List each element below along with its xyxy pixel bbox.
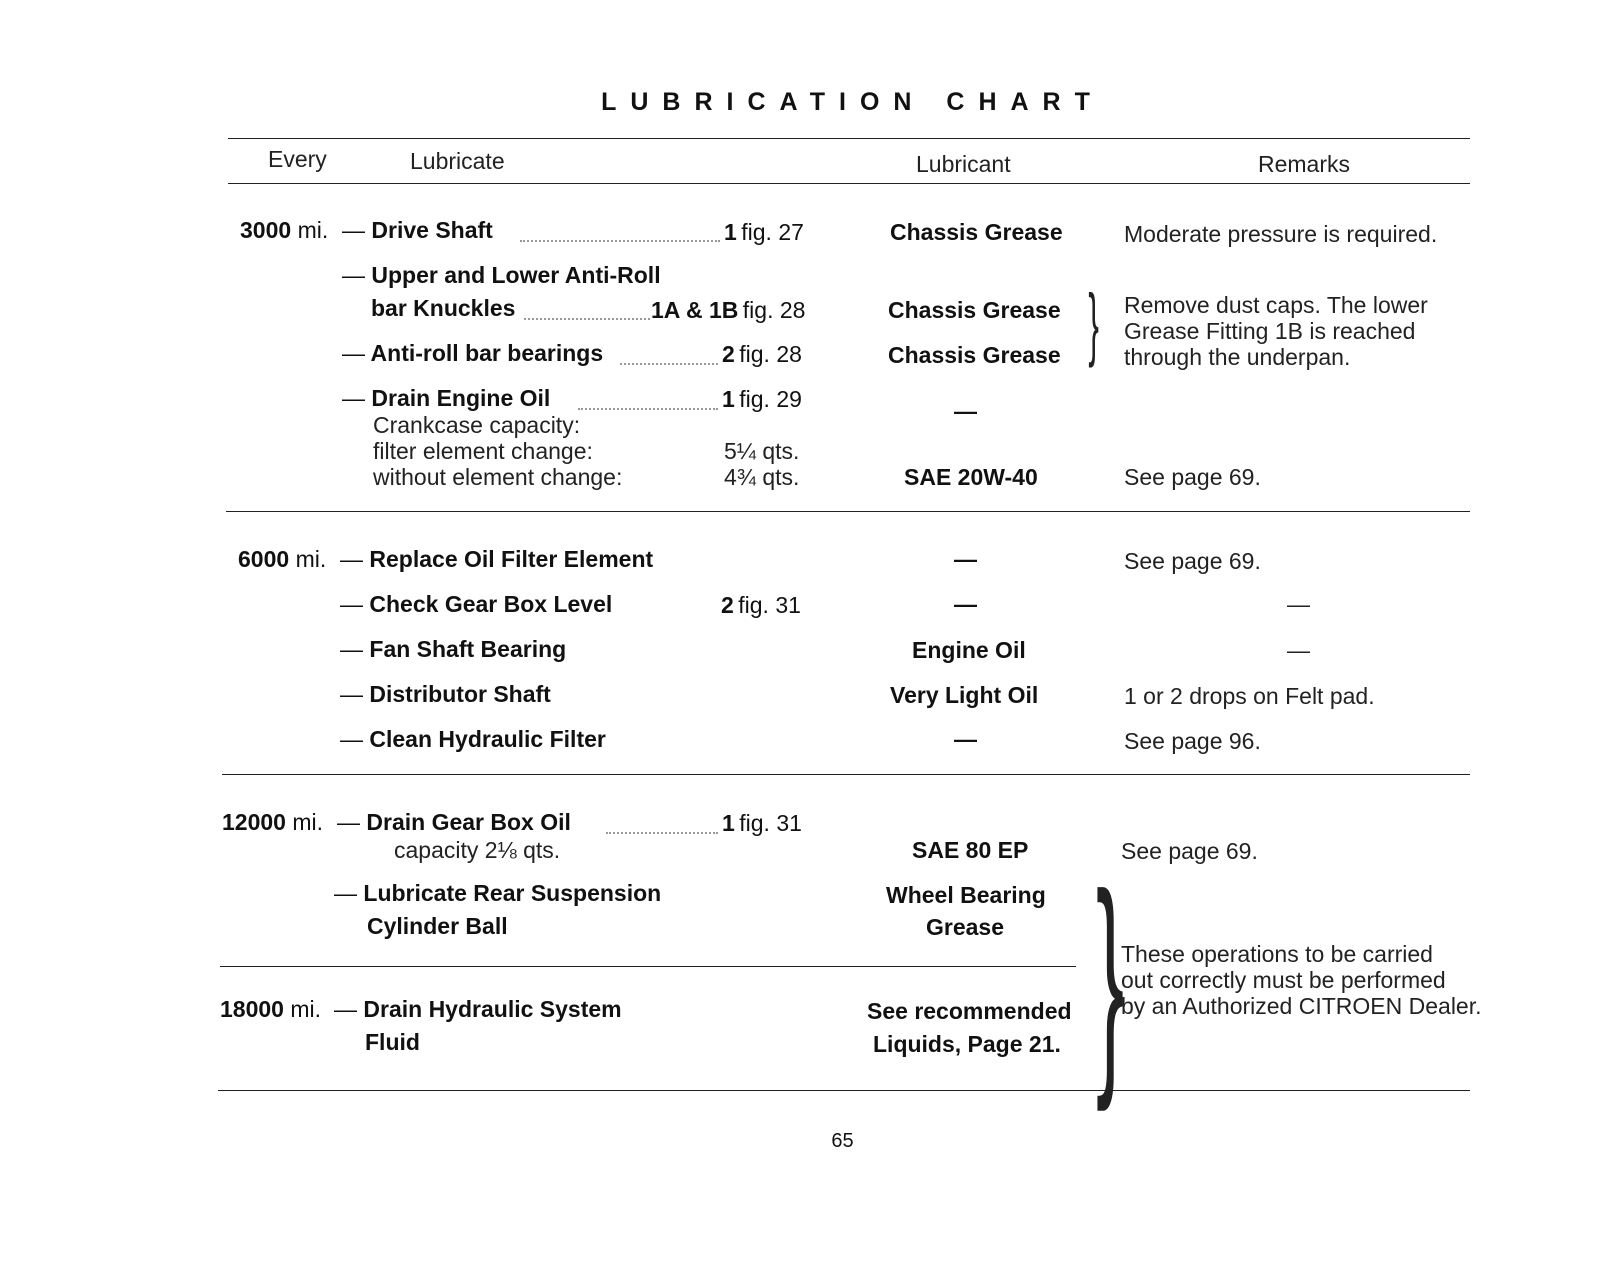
item-label: Lubricate Rear Suspension [363,880,662,906]
item-label: Distributor Shaft [369,681,551,707]
item-label: Check Gear Box Level [369,591,613,617]
interval-unit: mi. [292,809,324,835]
ref-figure: fig. 29 [739,386,802,412]
filter-change-label: filter element change: [373,438,593,464]
remark-anti-roll-line1: Remove dust caps. The lower [1124,292,1428,318]
header-every: Every [268,146,327,172]
lubricant-see-recommended-line1: See recommended [867,998,1072,1024]
ref-figure: fig. 31 [738,592,801,618]
ref-figure: fig. 31 [739,810,802,836]
right-brace: } [1088,278,1099,368]
item-label: Drain Engine Oil [371,385,551,411]
lubricant-drain-engine-oil-dash: — [954,398,977,424]
page-number: 65 [831,1130,854,1152]
section-rule [220,966,1076,967]
item-label: Drain Hydraulic System [363,996,622,1022]
dash: — [340,681,363,707]
leader-dots [524,318,650,320]
interval-value: 12000 [222,809,286,835]
remark-drive-shaft: Moderate pressure is required. [1124,221,1438,247]
remark-drain-gear-box-oil: See page 69. [1121,838,1258,864]
remark-anti-roll-line3: through the underpan. [1124,344,1351,370]
item-anti-roll-knuckles-line2: bar Knuckles [371,295,516,321]
item-drain-engine-oil [342,385,550,412]
lubricant-fan-shaft: Engine Oil [912,637,1026,663]
remark-dealer-line3: by an Authorized CITROEN Dealer. [1121,993,1482,1019]
dash: — [334,996,357,1022]
leader-dots [620,363,718,365]
lubricant-distributor-shaft: Very Light Oil [890,682,1039,708]
item-drain-hydraulic-line2: Fluid [365,1029,420,1055]
ref-anti-roll-bearings [722,341,802,368]
item-label: Replace Oil Filter Element [369,546,654,572]
header-top-rule [228,138,1470,139]
remark-dealer-line1: These operations to be carried [1121,941,1433,967]
lubricant-sae-80-ep: SAE 80 EP [912,837,1029,863]
item-distributor-shaft [340,681,551,708]
ref-number: 1 [722,810,735,836]
interval-6000 [238,546,326,573]
interval-12000 [222,809,323,836]
remark-fan-shaft: — [1287,637,1310,663]
interval-3000 [240,217,328,244]
item-check-gear-box [340,591,612,618]
ref-number: 2 [721,592,734,618]
section-rule [226,511,1470,512]
crankcase-capacity-label: Crankcase capacity: [373,412,581,438]
dash: — [342,385,365,411]
item-anti-roll-bearings [342,340,603,367]
dash: — [342,217,365,243]
dash: — [340,591,363,617]
remark-anti-roll-line2: Grease Fitting 1B is reached [1124,318,1416,344]
gear-box-capacity: capacity 2⅛ qts. [394,837,561,863]
lubricant-wheel-bearing-line1: Wheel Bearing [886,882,1046,908]
remark-dealer-line2: out correctly must be performed [1121,967,1446,993]
item-rear-suspension-line1 [334,880,661,907]
item-replace-oil-filter [340,546,653,573]
lubricant-see-recommended-line2: Liquids, Page 21. [873,1031,1061,1057]
lubricant-anti-roll-bearings: Chassis Grease [888,342,1061,368]
dash: — [340,546,363,572]
interval-value: 18000 [220,996,284,1022]
item-label: Upper and Lower Anti-Roll [371,262,661,288]
lubricant-sae-20w40: SAE 20W-40 [904,464,1038,490]
dash: — [340,636,363,662]
interval-value: 3000 [240,217,292,243]
lubricant-check-gear-box: — [954,591,977,617]
dash: — [342,262,365,288]
lubricant-wheel-bearing-line2: Grease [926,914,1005,940]
ref-anti-roll-knuckles [651,297,805,324]
item-anti-roll-knuckles-line1 [342,262,661,289]
item-clean-hydraulic-filter [340,726,606,753]
dash: — [334,880,357,906]
leader-dots [606,832,718,834]
interval-unit: mi. [290,996,322,1022]
without-change-value: 4¾ qts. [724,464,800,490]
header-lubricate: Lubricate [410,148,505,174]
item-label: Clean Hydraulic Filter [369,726,606,752]
item-rear-suspension-line2: Cylinder Ball [367,913,508,939]
remark-drain-engine-oil: See page 69. [1124,464,1261,490]
header-lubricant: Lubricant [916,151,1011,177]
header-bottom-rule [228,183,1470,184]
interval-value: 6000 [238,546,290,572]
ref-figure: fig. 28 [739,341,802,367]
without-change-label: without element change: [373,464,623,490]
ref-number: 1 [724,219,737,245]
item-drive-shaft [342,217,493,244]
item-label: Anti-roll bar bearings [370,340,604,366]
header-remarks: Remarks [1258,151,1351,177]
item-label: Fan Shaft Bearing [369,636,567,662]
remark-check-gear-box: — [1287,591,1310,617]
lubricant-drive-shaft: Chassis Grease [890,219,1063,245]
filter-change-value: 5¼ qts. [724,438,800,464]
section-rule [222,774,1470,775]
remark-distributor-shaft: 1 or 2 drops on Felt pad. [1124,683,1375,709]
interval-unit: mi. [297,217,329,243]
item-label: Drain Gear Box Oil [366,809,571,835]
leader-dots [578,408,718,410]
ref-number: 2 [722,341,735,367]
page-title: LUBRICATION CHART [601,88,1104,116]
right-brace-large: } [1096,844,1125,1112]
ref-drain-gear-box-oil [722,810,802,837]
ref-drain-engine-oil [722,386,802,413]
dash: — [340,726,363,752]
section-rule [218,1090,1470,1091]
ref-drive-shaft [724,219,804,246]
ref-number: 1A & 1B [651,297,739,323]
leader-dots [520,240,720,242]
lubricant-replace-oil-filter: — [954,546,977,572]
interval-unit: mi. [295,546,327,572]
lubricant-anti-roll-knuckles: Chassis Grease [888,297,1061,323]
ref-number: 1 [722,386,735,412]
interval-18000 [220,996,321,1023]
item-label: Drive Shaft [371,217,493,243]
item-drain-hydraulic-line1 [334,996,622,1023]
item-fan-shaft [340,636,566,663]
dash: — [342,340,365,366]
remark-clean-hydraulic-filter: See page 96. [1124,728,1261,754]
item-drain-gear-box-oil [337,809,571,836]
ref-check-gear-box [721,592,801,619]
dash: — [337,809,360,835]
remark-replace-oil-filter: See page 69. [1124,548,1261,574]
ref-figure: fig. 28 [742,297,806,323]
lubricant-clean-hydraulic-filter: — [954,726,977,752]
ref-figure: fig. 27 [741,219,804,245]
